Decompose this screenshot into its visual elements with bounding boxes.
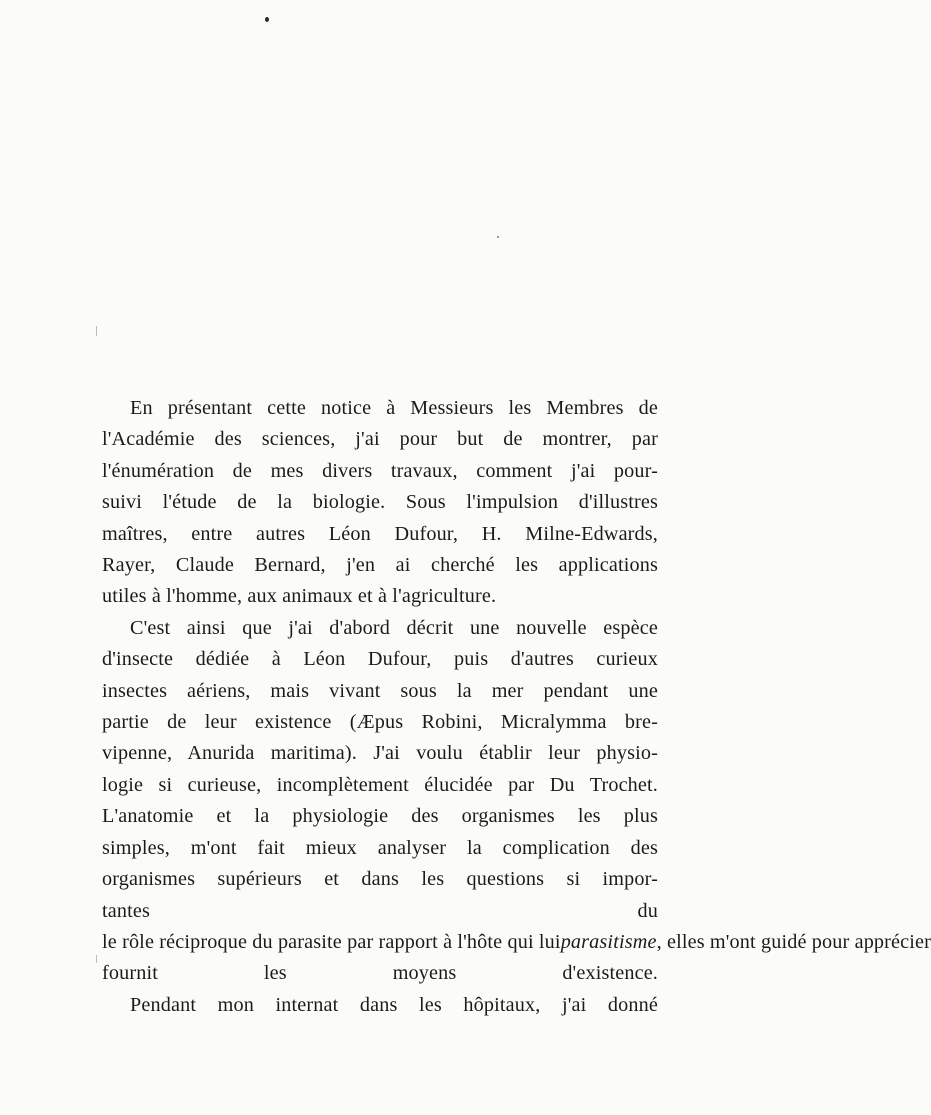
line-start: le rôle réciproque du parasite par rapport à l'hôte qui lui — [102, 930, 561, 953]
text-line-with-italic — [102, 927, 931, 958]
text-line: logie si curieuse, incomplètement élucidée par Du Trochet. — [102, 773, 658, 796]
body-text — [102, 393, 931, 1021]
ink-speck — [265, 17, 269, 22]
ink-speck — [497, 236, 499, 238]
italic-term: parasitisme — [560, 930, 657, 953]
scan-mark — [96, 326, 97, 336]
text-line: suivi l'étude de la biologie. Sous l'impulsion d'illustres — [102, 491, 658, 514]
text-line: tantes du — [102, 899, 658, 922]
paragraph-1 — [102, 393, 658, 613]
text-line: organismes supérieurs et dans les questions si impor- — [102, 868, 658, 891]
text-line: partie de leur existence (Æpus Robini, Micralymma bre- — [102, 711, 658, 734]
text-line: utiles à l'homme, aux animaux et à l'agriculture. — [102, 585, 497, 608]
text-line: l'Académie des sciences, j'ai pour but de montrer, par — [102, 428, 658, 451]
text-line: L'anatomie et la physiologie des organismes les plus — [102, 805, 658, 828]
text-line: Pendant mon internat dans les hôpitaux, j'ai donné — [130, 993, 658, 1016]
text-line: maîtres, entre autres Léon Dufour, H. Milne-Edwards, — [102, 522, 658, 545]
paragraph-3 — [102, 990, 658, 1021]
text-line: d'insecte dédiée à Léon Dufour, puis d'autres curieux — [102, 648, 658, 671]
text-line: vipenne, Anurida maritima). J'ai voulu établir leur physio- — [102, 742, 658, 765]
paragraph-2 — [102, 613, 931, 990]
text-line: l'énumération de mes divers travaux, comment j'ai pour- — [102, 459, 658, 482]
text-line: fournit les moyens d'existence. — [102, 962, 658, 985]
text-line: C'est ainsi que j'ai d'abord décrit une nouvelle espèce — [130, 616, 658, 639]
text-line: Rayer, Claude Bernard, j'en ai cherché les applications — [102, 554, 658, 577]
text-line: En présentant cette notice à Messieurs les Membres de — [130, 397, 658, 419]
line-end: , elles m'ont guidé pour apprécier — [656, 930, 931, 953]
scan-mark — [96, 955, 97, 963]
text-line: simples, m'ont fait mieux analyser la complication des — [102, 836, 658, 859]
text-line: insectes aériens, mais vivant sous la mer pendant une — [102, 679, 658, 702]
